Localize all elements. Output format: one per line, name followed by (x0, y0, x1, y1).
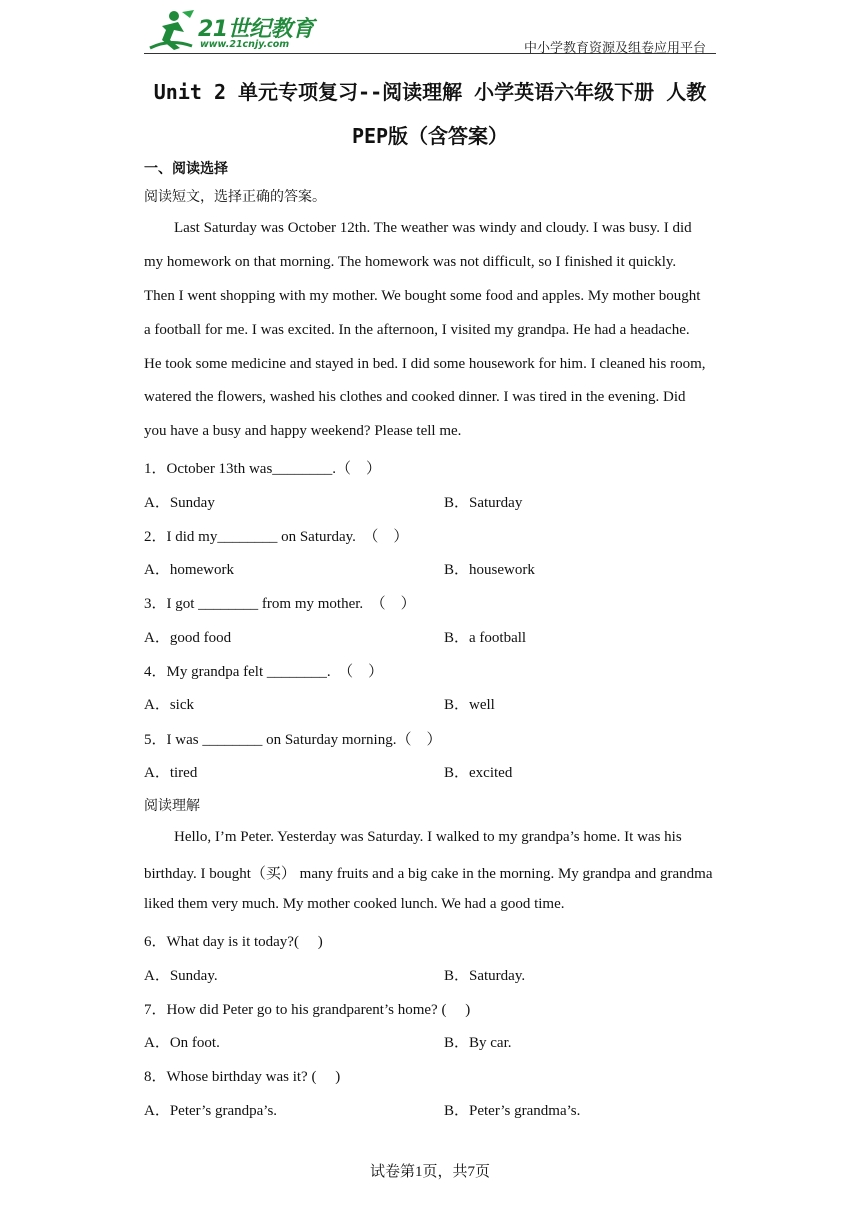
option-a: A．Peter’s grandpa’s. (144, 1103, 278, 1119)
option-b: B．housework (444, 562, 535, 578)
passage-line: liked them very much. My mother cooked lunch. We had a good time. (144, 896, 565, 912)
question-text: 6．What day is it today?( ) (144, 934, 323, 950)
option-b: B．Saturday. (444, 968, 526, 984)
section1-instruction: 阅读短文，选择正确的答案。 (144, 189, 326, 205)
header-divider (144, 53, 716, 54)
brand-logo (144, 8, 314, 52)
passage-line: He took some medicine and stayed in bed. I did some housework for him. I cleaned his room, (144, 356, 706, 372)
option-a: A．Sunday. (144, 968, 218, 984)
page-footer: 试卷第1页，共7页 (369, 1164, 490, 1180)
question-text: 2．I did my________ on Saturday. （ ） (144, 529, 409, 545)
passage-line: a football for me. I was excited. In the afternoon, I visited my grandpa. He had a headache. (144, 322, 690, 338)
section1-heading: 一、阅读选择 (144, 161, 228, 177)
question-text: 5．I was ________ on Saturday morning.（ ） (144, 732, 442, 748)
page-title-line1: Unit 2 单元专项复习--阅读理解 小学英语六年级下册 人教 (153, 80, 707, 104)
page-title-line2: PEP版（含答案） (351, 124, 509, 148)
option-b: B．Saturday (444, 495, 523, 511)
option-b: B．excited (444, 765, 513, 781)
passage-line: Last Saturday was October 12th. The weather was windy and cloudy. I was busy. I did (174, 220, 692, 236)
option-b: B．Peter’s grandma’s. (444, 1103, 581, 1119)
question-text: 7．How did Peter go to his grandparent’s home? ( ) (144, 1002, 471, 1018)
option-b: B．a football (444, 630, 527, 646)
logo-text: 21世纪教育 (198, 17, 314, 42)
passage-line: watered the flowers, washed his clothes and cooked dinner. I was tired in the evening. Did (144, 389, 686, 405)
platform-name: 中小学教育资源及组卷应用平台 (523, 41, 706, 56)
passage-line: you have a busy and happy weekend? Please tell me. (144, 423, 462, 439)
passage-line: Then I went shopping with my mother. We bought some food and apples. My mother bought (144, 288, 701, 304)
passage-line: my homework on that morning. The homework was not difficult, so I finished it quickly. (144, 254, 677, 270)
page-header (144, 6, 716, 54)
option-a: A．homework (144, 562, 234, 578)
option-a: A．On foot. (144, 1035, 220, 1051)
option-a: A．tired (144, 765, 198, 781)
question-text: 8．Whose birthday was it? ( ) (144, 1069, 341, 1085)
passage-line: birthday. I bought（买） many fruits and a big cake in the morning. My grandpa and grandma (144, 866, 713, 882)
option-a: A．good food (144, 630, 232, 646)
option-b: B．By car. (444, 1035, 512, 1051)
question-text: 4．My grandpa felt ________. （ ） (144, 664, 384, 680)
section2-heading: 阅读理解 (144, 798, 200, 814)
logo-url: www.21cnjy.com (200, 39, 290, 50)
question-text: 1．October 13th was________.（ ） (144, 461, 382, 477)
question-text: 3．I got ________ from my mother. （ ） (144, 596, 416, 612)
runner-logo-icon (144, 8, 196, 52)
option-a: A．Sunday (144, 495, 215, 511)
option-a: A．sick (144, 697, 194, 713)
passage-line: Hello, I’m Peter. Yesterday was Saturday. I walked to my grandpa’s home. It was his (174, 829, 682, 845)
option-b: B．well (444, 697, 495, 713)
